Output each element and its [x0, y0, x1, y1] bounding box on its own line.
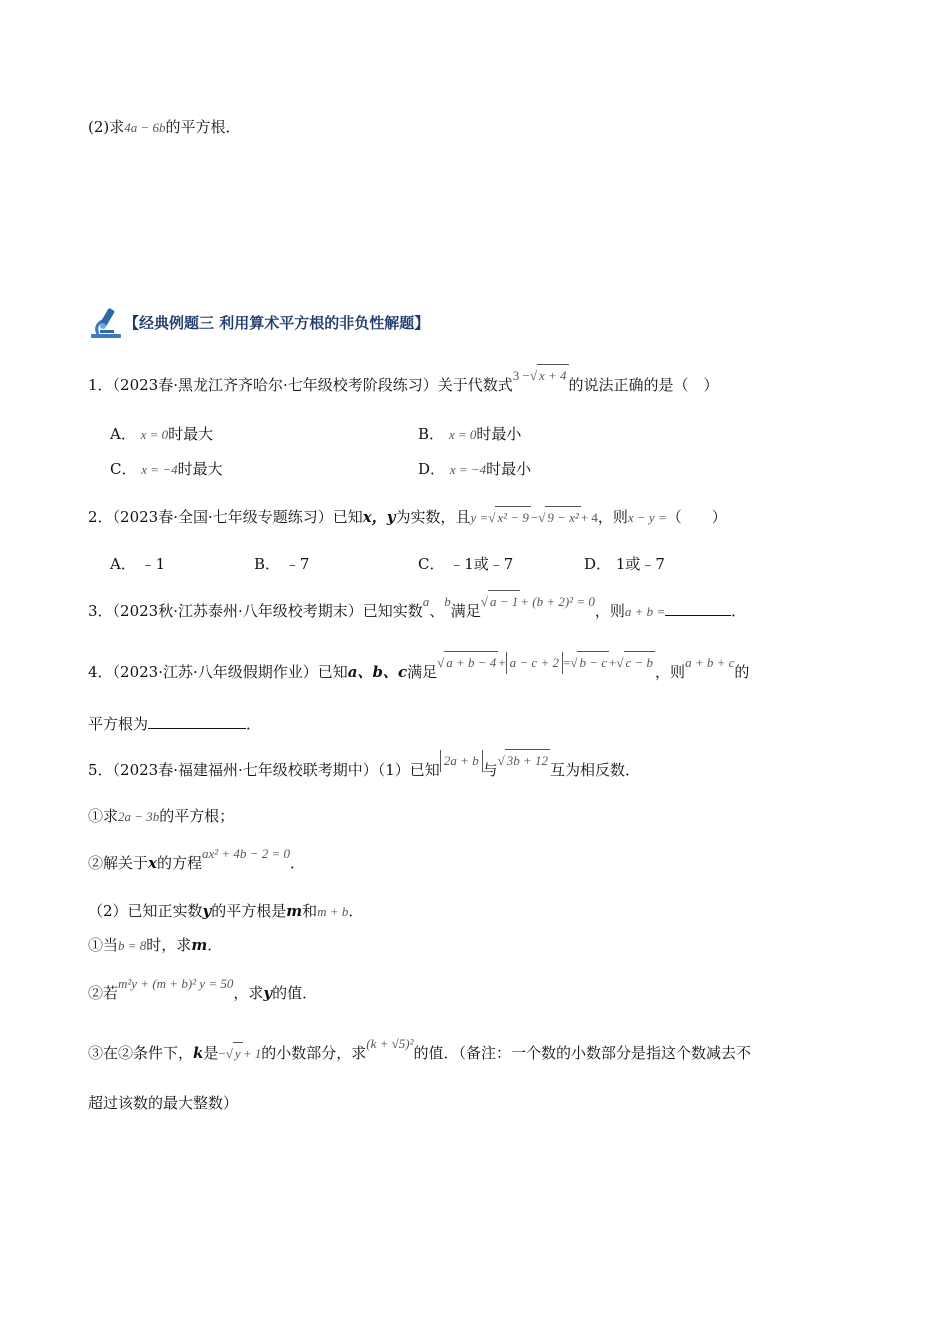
q5-task-1: ①当b = 8时，求m．: [88, 936, 223, 954]
q1-radicand: x + 4: [537, 364, 569, 387]
q1-option-d[interactable]: D． x = −4时最小: [418, 460, 532, 478]
q4-answer-blank[interactable]: [148, 714, 246, 729]
part2-suffix: 的平方根．: [165, 118, 241, 136]
question-1: 1．（2023春·黑龙江齐齐哈尔·七年级校考阶段练习）关于代数式3 −√ x + 4的说法正确的是（ ）: [88, 374, 719, 397]
q1-option-b[interactable]: B． x = 0时最小: [418, 425, 522, 443]
q5-task-2: ②若m²y + (m + b)² y = 50，求y的值．: [88, 976, 318, 1002]
q1-number: 1．: [88, 376, 113, 394]
q2-option-a[interactable]: A． ﹣1: [110, 555, 166, 573]
question-2: 2．（2023春·全国·七年级专题练习）已知x，y为实数，且y =√ x² − 9 −√ 9 − x² + 4，则x − y =（ ）: [88, 506, 727, 529]
part2-prefix: (2)求: [88, 118, 125, 136]
question-3: 3．（2023秋·江苏泰州·八年级校考期末）已知实数a、b满足√ a − 1 + (b + 2)² = 0，则a + b = ．: [88, 600, 746, 623]
q2-option-b[interactable]: B． ﹣7: [254, 555, 310, 573]
q5-step-2: ②解关于x的方程ax² + 4b − 2 = 0．: [88, 846, 305, 872]
microscope-icon: [88, 304, 124, 340]
question-5: 5．（2023春·福建福州·七年级校联考期中）（1）已知2a + b与√ 3b + 12互为相反数．: [88, 759, 640, 782]
question-4-line2: 平方根为 ．: [88, 715, 262, 733]
q1-option-a[interactable]: A． x = 0时最大: [110, 425, 214, 443]
q5-part-2: （2）已知正实数y的平方根是m和m + b．: [88, 902, 364, 920]
q1-option-c[interactable]: C． x = −4时最大: [110, 460, 223, 478]
q5-task-3-line2: 超过该数的最大整数）: [88, 1094, 239, 1112]
section-title-text: 【经典例题三 利用算术平方根的非负性解题】: [124, 313, 430, 332]
q1-source: （2023春·黑龙江齐齐哈尔·七年级校考阶段练习）关于代数式: [112, 376, 513, 394]
part2-question: [88, 116, 241, 139]
part2-expression: 4a − 6b: [124, 120, 166, 135]
q1-expr-a: 3 −: [512, 368, 530, 383]
q3-answer-blank[interactable]: [665, 601, 731, 616]
q2-option-d[interactable]: D． 1或﹣7: [584, 555, 665, 573]
q2-option-c[interactable]: C． ﹣1或﹣7: [418, 555, 514, 573]
question-4: 4．（2023·江苏·八年级假期作业）已知a、b、c满足√ a + b − 4 + a − c + 2 =√ b − c +√ c − b，则a + b + c的: [88, 661, 749, 684]
q5-step-1: ①求2a − 3b的平方根；: [88, 807, 235, 825]
section-title: [88, 302, 429, 342]
q5-task-3: ③在②条件下，k是−√ y + 1的小数部分，求(k + √5)²的值．（备注：一个数的小数部分是指这个数减去不: [88, 1042, 751, 1065]
q1-tail: 的说法正确的是（ ）: [568, 376, 719, 394]
